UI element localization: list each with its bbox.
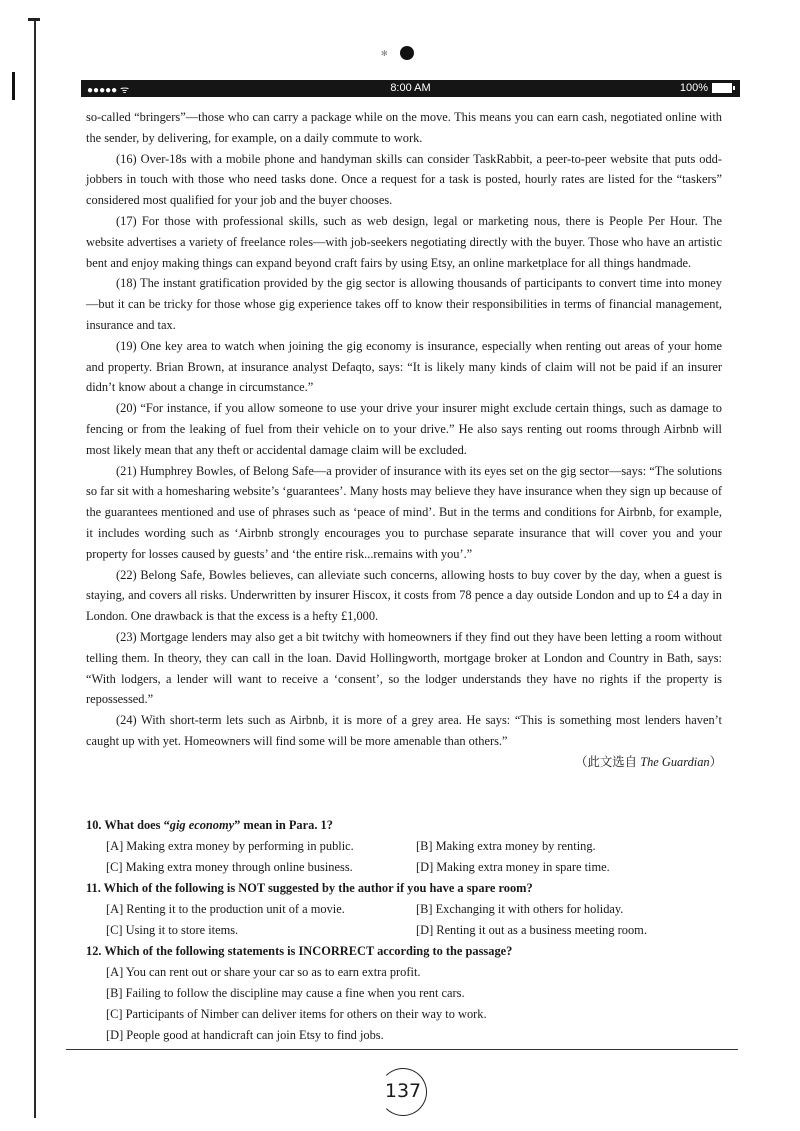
option-a[interactable]: [A] You can rent out or share your car so as to earn extra profit. (106, 965, 421, 979)
option-c[interactable]: [C] Participants of Nimber can deliver items for others on their way to work. (106, 1007, 487, 1021)
paragraph-20: (20) “For instance, if you allow someone to use your drive your insurer might exclude certain things, such as damage to fencing or from the leaking of fuel from their vehicle on to your drive.” He also says renting out rooms through Airbnb will most likely mean that any theft or accidental damage claim will be excluded. (86, 401, 722, 457)
option-b[interactable]: [B] Exchanging it with others for holiday. (416, 902, 624, 916)
top-corner-mark (28, 18, 40, 21)
stem-italic-term: gig economy (169, 818, 235, 832)
option-row (86, 836, 722, 857)
camera-dot-icon (400, 46, 414, 60)
option-b[interactable]: [B] Making extra money by renting. (416, 839, 596, 853)
option-a[interactable]: [A] Making extra money by performing in public. (106, 839, 354, 853)
question-12 (86, 941, 722, 1046)
paragraph-16: (16) Over-18s with a mobile phone and handyman skills can consider TaskRabbit, a peer-to-peer website that puts odd-jobbers in touch with those who need tasks done. Once a request for a task is posted, hourly rates are listed for the “taskers” considered most qualified for your job and the buyer chooses. (86, 151, 722, 208)
status-time: 8:00 AM (390, 82, 431, 94)
question-section (86, 815, 722, 1046)
option-d[interactable]: [D] Making extra money in spare time. (416, 860, 610, 874)
source-name: The Guardian (640, 754, 710, 769)
source-suffix: ） (709, 754, 722, 769)
question-10 (86, 815, 722, 878)
stem-text: ” mean in Para. 1? (234, 818, 333, 832)
paragraph: so-called “bringers”—those who can carry a package while on the move. This means you can earn cash, negotiated online with the sender, by delivering, for example, on a daily commute to work. (86, 110, 722, 145)
question-stem: 12. Which of the following statements is INCORRECT according to the passage? (86, 944, 513, 958)
option-d[interactable]: [D] People good at handicraft can join Etsy to find jobs. (106, 1028, 384, 1042)
option-row (86, 899, 722, 920)
paragraph-23: (23) Mortgage lenders may also get a bit twitchy with homeowners if they find out they have been letting a room without telling them. In theory, they can call in the loan. David Hollingworth, mortgage broker at London and Country in Bath, says: “With lodgers, a lender will want to receive a ‘consent’, so the lodger understands they have no rights if the property is repossessed.” (86, 629, 722, 707)
scan-artifact-icon: ✻ (381, 49, 388, 58)
article-body (86, 107, 722, 773)
status-bar (81, 80, 740, 97)
paragraph-19: (19) One key area to watch when joining the gig economy is insurance, especially when renting out areas of your home and property. Brian Brown, at insurance analyst Defaqto, says: “It is likely many kinds of claim will not be paid if an insurer didn’t know about a change in circumstance.” (86, 338, 722, 395)
left-margin-mark (12, 72, 15, 100)
battery-icon (712, 83, 732, 93)
battery-status (680, 82, 732, 94)
option-c[interactable]: [C] Making extra money through online business. (106, 860, 353, 874)
option-d[interactable]: [D] Renting it out as a business meeting room. (416, 923, 647, 937)
stem-text: 10. What does “ (86, 818, 170, 832)
question-stem: 11. Which of the following is NOT suggested by the author if you have a spare room? (86, 881, 533, 895)
option-a[interactable]: [A] Renting it to the production unit of a movie. (106, 902, 345, 916)
signal-strength-icon: ●●●●● ᯤ (87, 85, 130, 96)
source-prefix: （此文选自 (575, 754, 641, 769)
footer-divider (66, 1049, 738, 1050)
source-citation (86, 752, 722, 773)
battery-percent: 100% (679, 82, 708, 94)
option-c[interactable]: [C] Using it to store items. (106, 923, 239, 937)
left-binding-rule (34, 18, 36, 1118)
option-row (86, 857, 722, 878)
page-number: 137 (379, 1068, 427, 1116)
paragraph-18: (18) The instant gratification provided by the gig sector is allowing thousands of participants to convert time into money—but it can be tricky for those whose gig experience takes off to know their responsibilities in terms of financial management, insurance and tax. (86, 276, 722, 332)
option-b[interactable]: [B] Failing to follow the discipline may cause a fine when you rent cars. (106, 986, 465, 1000)
option-row (86, 920, 722, 941)
paragraph-22: (22) Belong Safe, Bowles believes, can alleviate such concerns, allowing hosts to buy cover by the day, when a guest is staying, and covers all risks. Underwritten by insurer Hiscox, it costs from 78 pence a day outside London and up to £4 a day in London. One drawback is that the excess is a hefty £1,000. (86, 567, 722, 624)
paragraph-24: (24) With short-term lets such as Airbnb, it is more of a grey area. He says: “This is something most lenders haven’t caught up with yet. Homeowners will find some will be more amenable than others.” (86, 713, 722, 748)
question-11 (86, 878, 722, 941)
paragraph-21: (21) Humphrey Bowles, of Belong Safe—a provider of insurance with its eyes set on the gig sector—says: “The solutions so far sit with a homesharing website’s ‘guarantees’. Many hosts may believe they have insurance when they sign up because of the guarantees mentioned and use of phrases such as ‘peace of mind’. But in the terms and conditions for Airbnb, for example, it includes wording such as ‘Airbnb strongly encourages you to purchase separate insurance that will cover you and your property for losses caused by guests’ and ‘the entire risk...remains with you’.” (86, 463, 722, 561)
question-stem (86, 815, 722, 836)
paragraph-17: (17) For those with professional skills, such as web design, legal or marketing nous, there is People Per Hour. The website advertises a variety of freelance roles—with job-seekers negotiating directly with the buyer. Those who have an artistic bent and enjoy making things can expand beyond craft fairs by using Etsy, an online marketplace for all things handmade. (86, 213, 722, 270)
